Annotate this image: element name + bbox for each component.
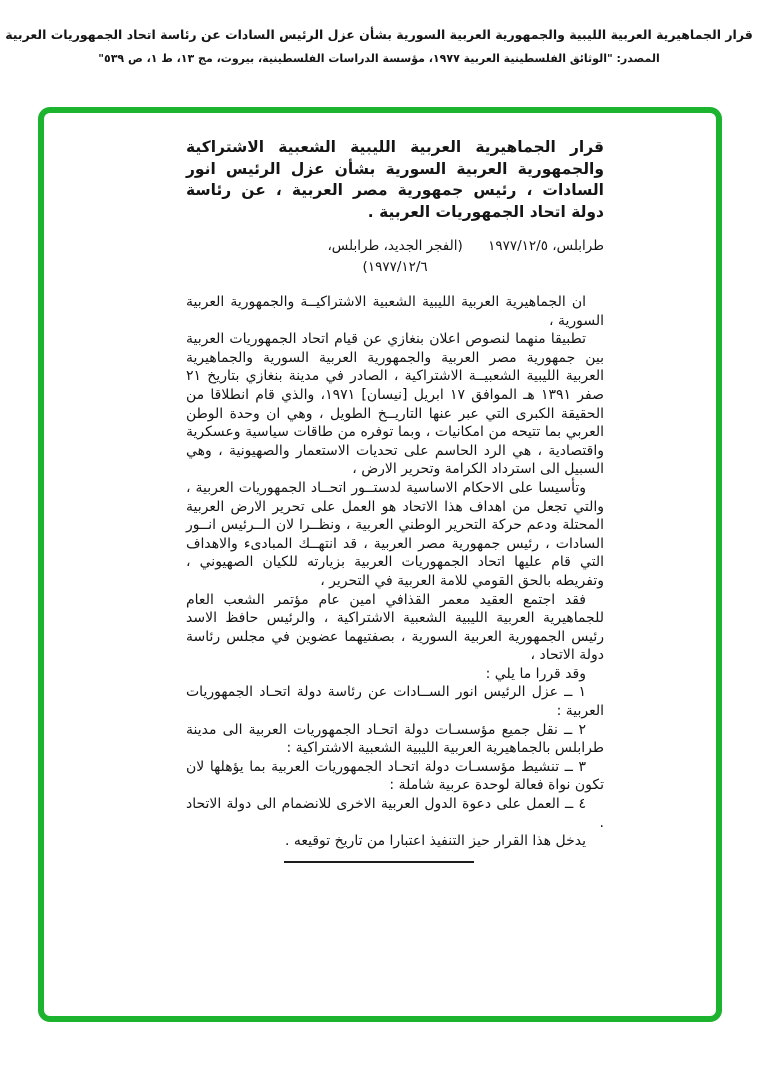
dateline: [186, 236, 604, 278]
dateline-place-date: طرابلس، ١٩٧٧/١٢/٥: [488, 238, 604, 254]
document-body: [186, 293, 604, 851]
page-header: [0, 0, 758, 65]
paragraph: وتأسيسا على الاحكام الاساسية لدستــور اتحــاد الجمهوريات العربية ، والتي تجعل من اهداف هذا الاتحاد هو العمل على تحرير الارض العربية المحتلة ودعم حركة التحرير الوطني العربية ، ونظــرا لان الــرئيس انــور السادات ، رئيس جمهورية مصر العربية ، قد انتهــك المبادىء والاهداف التي قام عليها اتحاد الجمهوريات العربية بزيارته للكيان الصهيوني ، وتفريطه بالحق القومي للامة العربية في التحرير ،: [186, 479, 604, 589]
paragraph: ٣ ــ تنشيط مؤسسـات دولة اتحـاد الجمهوريات العربية بما يؤهلها لان تكون نواة فعالة لوحدة عربية شاملة :: [186, 758, 604, 794]
paragraph: يدخل هذا القرار حيز التنفيذ اعتبارا من تاريخ توقيعه .: [284, 833, 586, 850]
page-title: قرار الجماهيرية العربية الليبية والجمهورية العربية السورية بشأن عزل الرئيس السادات عن رئاسة اتحاد الجمهوريات العربية: [5, 27, 753, 42]
document-content: [186, 137, 604, 863]
paragraph: ان الجماهيرية العربية الليبية الشعبية الاشتراكيــة والجمهورية العربية السورية ،: [186, 294, 604, 329]
paragraph: فقد اجتمع العقيد معمر القذافي امين عام مؤتمر الشعب العام للجماهيرية العربية الليبية الشعبية الاشتراكية ، والرئيس حافظ الاسد رئيس الجمهورية العربية السورية ، بصفتيهما عضوين في مجلس رئاسة دولة الاتحاد ،: [186, 591, 604, 664]
paragraph: تطبيقا منهما لنصوص اعلان بنغازي عن قيام اتحاد الجمهوريات العربية بين جمهورية مصر العربية والجمهورية العربية السورية والجماهيرية العربية الليبية الشعبيــة الاشتراكية ، الصادر في مدينة بنغازي بتاريخ ٢١ صفر ١٣٩١ هـ الموافق ١٧ ابريل [نيسان] ١٩٧١، والذي قام انطلاقا من الحقيقة الكبرى التي عبر عنها التاريــخ الطويل ، وهي ان وحدة الوطن العربي بما تتيحه من امكانيات ، وبما توفره من طاقات سياسية وعسكرية واقتصادية ، هي الرد الحاسم على تحديات الاستعمار والصهيونية ، وهي السبيل الى استرداد الكرامة وتحرير الارض ،: [186, 331, 604, 478]
document-title: قرار الجماهيرية العربية الليبية الشعبية الاشتراكية والجمهورية العربية السورية بشأن عزل الرئيس انور السادات ، رئيس جمهورية مصر العربية ، عن رئاسة دولة اتحاد الجمهوريات العربية .: [186, 138, 604, 221]
paragraph: وقد قررا ما يلي :: [485, 665, 586, 682]
end-divider: [284, 861, 474, 863]
paragraph: ٢ ــ نقل جميع مؤسسـات دولة اتحـاد الجمهوريات العربية الى مدينة طرابلس بالجماهيرية العربية الليبية الشعبية الاشتراكية :: [186, 721, 604, 757]
paragraph: ٤ ــ العمل على دعوة الدول العربية الاخرى للانضمام الى دولة الاتحاد .: [186, 796, 604, 831]
document-frame: [38, 107, 722, 1022]
paragraph: ١ ــ عزل الرئيس انور الســادات عن رئاسة دولة اتحـاد الجمهوريات العربية :: [186, 684, 604, 720]
dateline-newspaper-citation: (الفجر الجديد، طرابلس، ١٩٧٧/١٢/٦): [327, 238, 463, 275]
page-source-citation: المصدر: "الوثائق الفلسطينية العربية ١٩٧٧، مؤسسة الدراسات الفلسطينية، بيروت، مج ١٣، ط ١، ص ٥٣٩": [98, 52, 660, 65]
